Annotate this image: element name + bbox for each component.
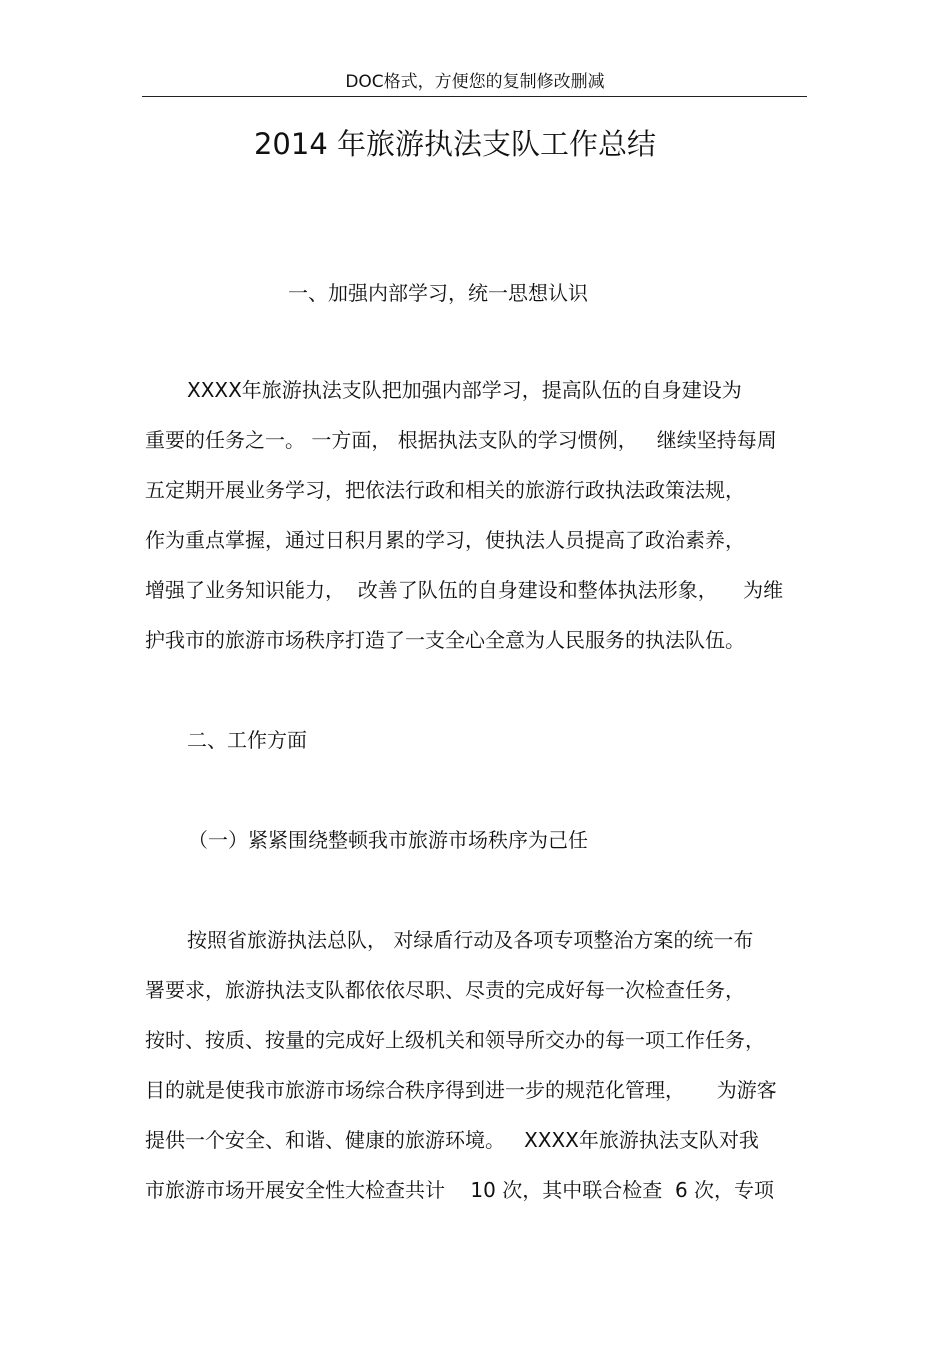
paragraph-line: 按时、按质、按量的完成好上级机关和领导所交办的每一项工作任务， (145, 1028, 765, 1052)
paragraph-line: 市旅游市场开展安全性大检查共计 10 次，其中联合检查 6 次，专项 (145, 1178, 775, 1202)
paragraph-line: 护我市的旅游市场秩序打造了一支全心全意为人民服务的执法队伍。 (145, 628, 745, 652)
header-rule (142, 96, 807, 97)
paragraph-line: 重要的任务之一。 一方面， 根据执法支队的学习惯例， 继续坚持每周 (145, 428, 777, 452)
document-title: 2014 年旅游执法支队工作总结 (253, 127, 657, 161)
section-heading-2: 二、工作方面 (187, 728, 307, 752)
section-heading-1: 一、加强内部学习，统一思想认识 (288, 281, 588, 305)
paragraph-line: 五定期开展业务学习，把依法行政和相关的旅游行政执法政策法规， (145, 478, 745, 502)
paragraph-line: 作为重点掌握，通过日积月累的学习，使执法人员提高了政治素养， (145, 528, 745, 552)
subsection-heading: （一）紧紧围绕整顿我市旅游市场秩序为己任 (188, 828, 588, 852)
page-header: DOC格式，方便您的复制修改删减 (345, 72, 605, 92)
paragraph-line: 目的就是使我市旅游市场综合秩序得到进一步的规范化管理， 为游客 (145, 1078, 777, 1102)
paragraph-line: 增强了业务知识能力， 改善了队伍的自身建设和整体执法形象， 为维 (145, 578, 784, 602)
paragraph-line: 按照省旅游执法总队， 对绿盾行动及各项专项整治方案的统一布 (187, 928, 754, 952)
paragraph-line: 署要求，旅游执法支队都依依尽职、尽责的完成好每一次检查任务， (145, 978, 745, 1002)
paragraph-line: XXXX年旅游执法支队把加强内部学习，提高队伍的自身建设为 (187, 378, 742, 402)
paragraph-line: 提供一个安全、和谐、健康的旅游环境。 XXXX年旅游执法支队对我 (145, 1128, 759, 1152)
